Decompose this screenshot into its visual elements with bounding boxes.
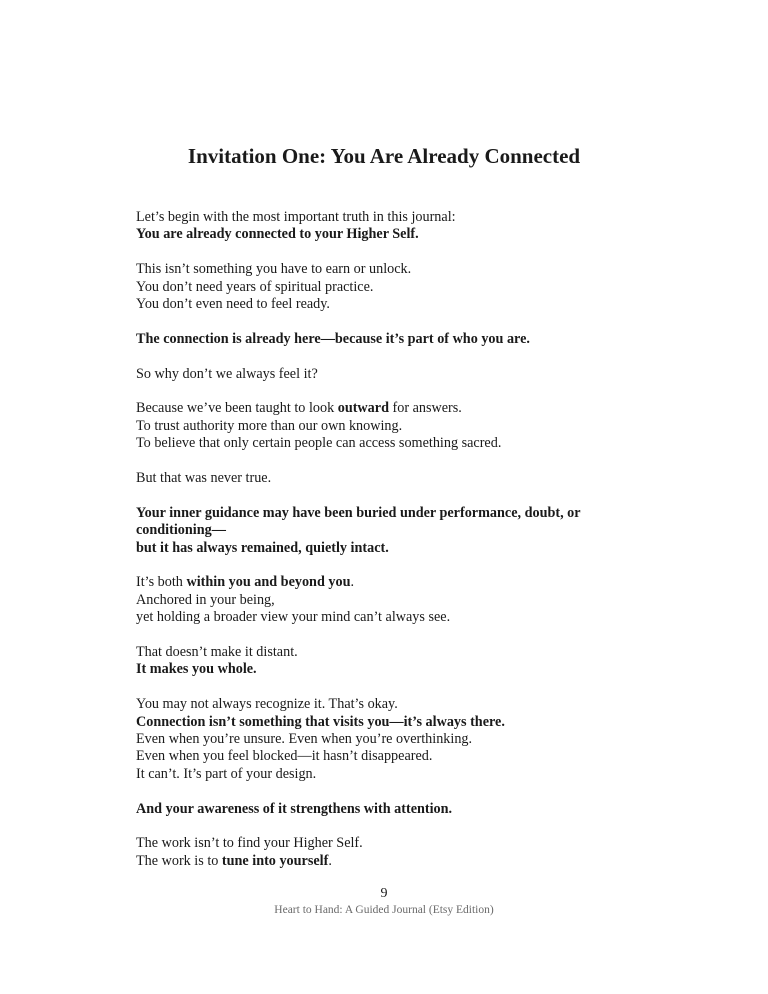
text-run: for answers. bbox=[388, 400, 462, 417]
paragraph-earn bbox=[136, 261, 636, 313]
text-line: The work isn’t to find your Higher Self. bbox=[136, 835, 363, 852]
text-line-bold: And your awareness of it strengthens with attention. bbox=[136, 800, 453, 817]
text-line: So why don’t we always feel it? bbox=[136, 365, 318, 382]
text-line-bold: Connection isn’t something that visits you—it’s always there. bbox=[136, 713, 505, 730]
text-line: This isn’t something you have to earn or unlock. bbox=[136, 261, 412, 278]
text-line: Let’s begin with the most important truth in this journal: bbox=[136, 209, 456, 225]
paragraph-recognize bbox=[136, 696, 636, 783]
text-run-bold: within you and beyond you bbox=[186, 574, 351, 591]
text-line-bold: It makes you whole. bbox=[136, 661, 257, 678]
paragraph-question bbox=[136, 366, 636, 383]
paragraph-work bbox=[136, 835, 636, 870]
paragraph-outward bbox=[136, 400, 636, 452]
paragraph-connection-here bbox=[136, 331, 636, 348]
text-run-bold: outward bbox=[337, 400, 389, 417]
text-line: You don’t need years of spiritual practice. bbox=[136, 278, 374, 295]
text-run-bold: tune into yourself bbox=[221, 852, 329, 869]
text-line: That doesn’t make it distant. bbox=[136, 644, 298, 661]
text-line: But that was never true. bbox=[136, 470, 272, 487]
journal-body bbox=[136, 209, 636, 888]
text-run: . bbox=[350, 574, 355, 591]
text-run: Because we’ve been taught to look bbox=[136, 400, 338, 417]
text-line: yet holding a broader view your mind can’t always see. bbox=[136, 609, 451, 626]
text-line: To trust authority more than our own knowing. bbox=[136, 417, 403, 434]
text-line bbox=[136, 853, 636, 870]
text-run: It’s both bbox=[136, 574, 187, 591]
paragraph-within-beyond bbox=[136, 574, 636, 626]
text-run: The work is to bbox=[136, 852, 222, 869]
text-line: You don’t even need to feel ready. bbox=[136, 296, 330, 313]
text-line: It can’t. It’s part of your design. bbox=[136, 765, 317, 782]
text-line-bold: but it has always remained, quietly intact. bbox=[136, 539, 389, 556]
text-line bbox=[136, 574, 636, 591]
paragraph-intro bbox=[136, 209, 636, 244]
text-run: . bbox=[328, 852, 332, 869]
text-line: To believe that only certain people can access something sacred. bbox=[136, 435, 502, 452]
text-line: Anchored in your being, bbox=[136, 591, 275, 608]
text-line-bold: You are already connected to your Higher Self. bbox=[136, 226, 419, 243]
text-line-bold: Your inner guidance may have been buried under performance, doubt, or conditioning— bbox=[136, 504, 581, 539]
text-line-bold: The connection is already here—because it’s part of who you are. bbox=[136, 330, 530, 347]
text-line bbox=[136, 400, 636, 417]
page-number: 9 bbox=[380, 886, 388, 901]
text-line: Even when you’re unsure. Even when you’re overthinking. bbox=[136, 731, 473, 748]
paragraph-whole bbox=[136, 644, 636, 679]
paragraph-awareness bbox=[136, 801, 636, 818]
page-footer: Heart to Hand: A Guided Journal (Etsy Edition) bbox=[274, 904, 494, 916]
paragraph-never-true bbox=[136, 470, 636, 487]
page-title: Invitation One: You Are Already Connected bbox=[187, 144, 581, 168]
text-line: You may not always recognize it. That’s okay. bbox=[136, 696, 398, 713]
text-line: Even when you feel blocked—it hasn’t disappeared. bbox=[136, 748, 433, 765]
paragraph-inner-guidance bbox=[136, 505, 636, 557]
